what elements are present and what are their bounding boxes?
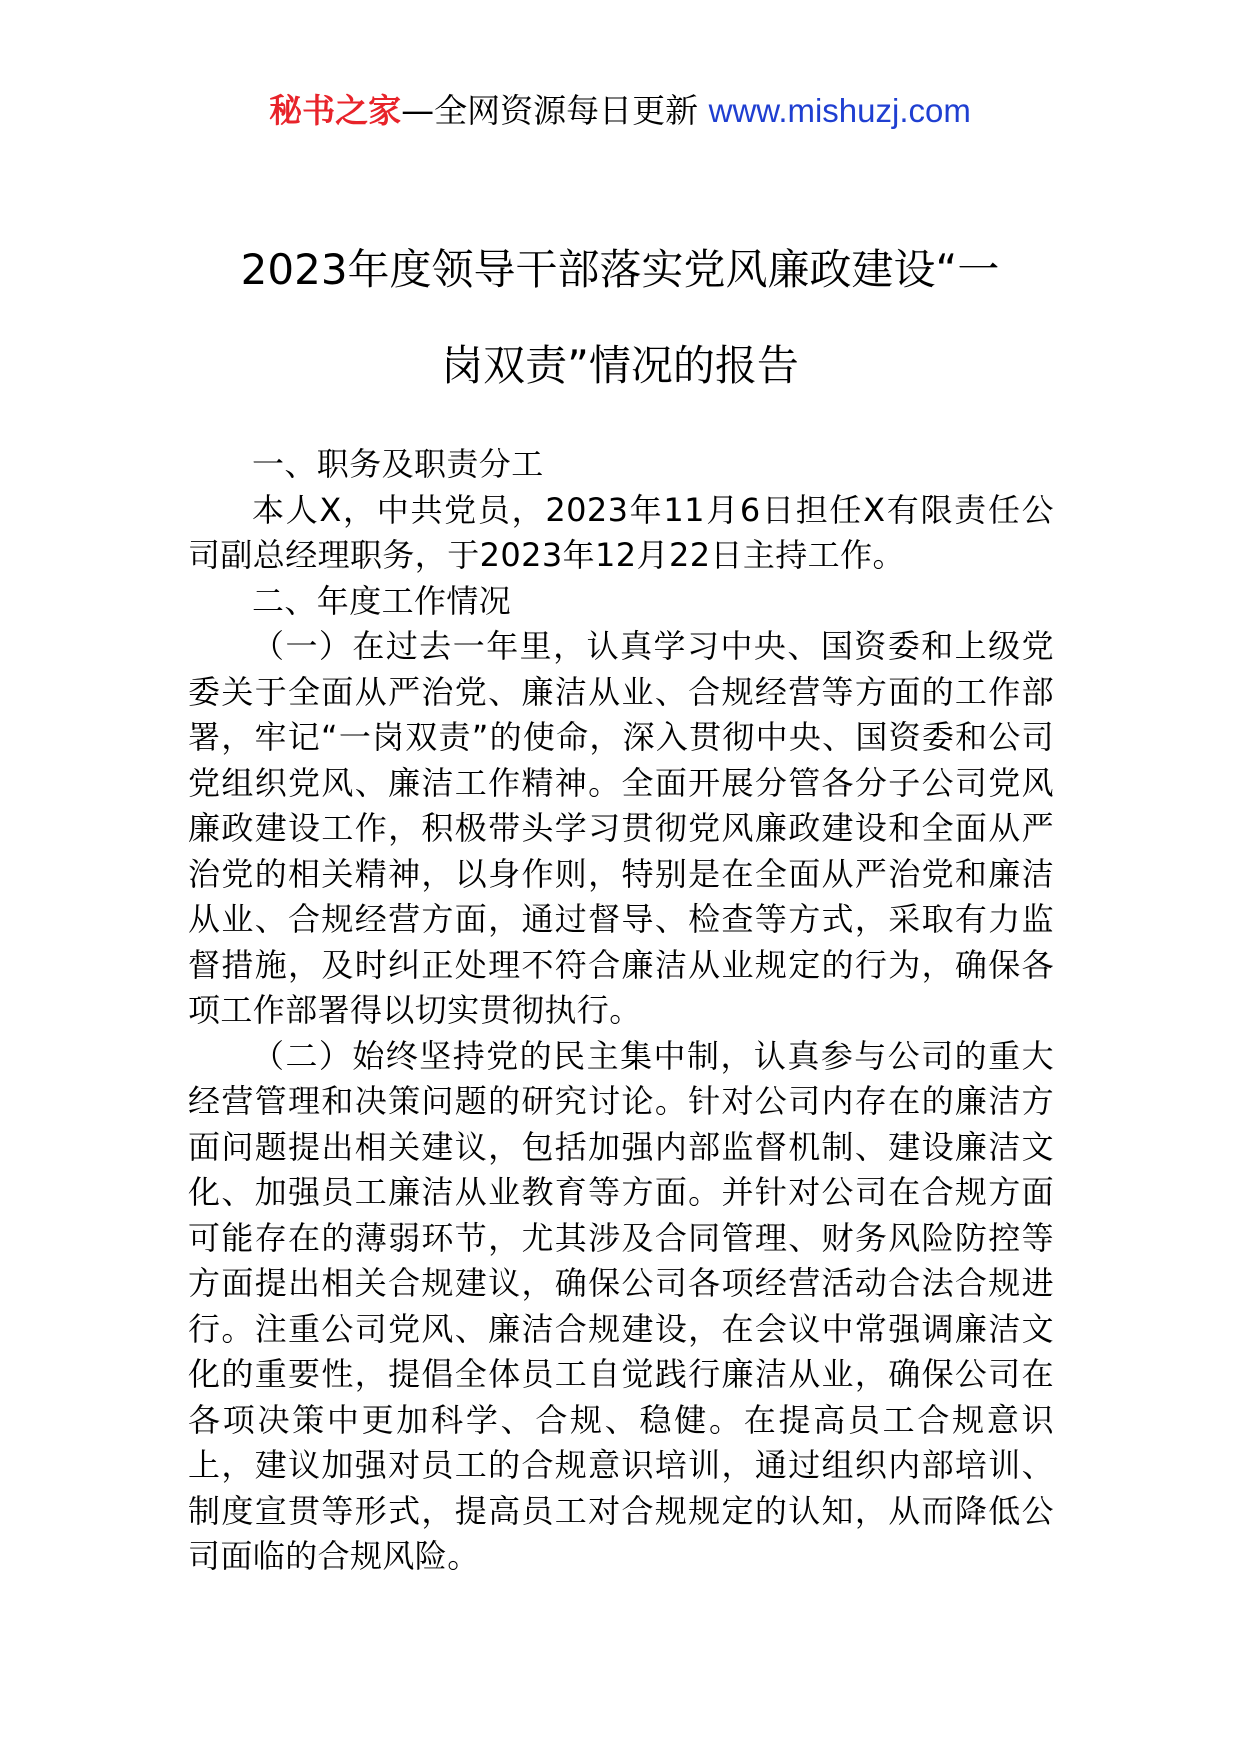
site-header — [0, 88, 1240, 134]
paragraph-work-1: （一）在过去一年里，认真学习中央、国资委和上级党委关于全面从严治党、廉洁从业、合规经营等方面的工作部署，牢记“一岗双责”的使命，深入贯彻中央、国资委和公司党组织党风、廉洁工作精神。全面开展分管各分子公司党风廉政建设工作，积极带头学习贯彻党风廉政建设和全面从严治党的相关精神，以身作则，特别是在全面从严治党和廉洁从业、合规经营方面，通过督导、检查等方式，采取有力监督措施，及时纠正处理不符合廉洁从业规定的行为，确保各项工作部署得以切实贯彻执行。 — [188, 627, 1054, 1029]
document-body — [188, 442, 1054, 1580]
section-heading-duties: 一、职务及职责分工 — [252, 445, 544, 483]
title-line-2: 岗双责”情况的报告 — [441, 341, 799, 390]
site-url-link[interactable]: www.mishuzj.com — [708, 92, 971, 129]
paragraph-work-2: （二）始终坚持党的民主集中制，认真参与公司的重大经营管理和决策问题的研究讨论。针对公司内存在的廉洁方面问题提出相关建议，包括加强内部监督机制、建设廉洁文化、加强员工廉洁从业教育等方面。并针对公司在合规方面可能存在的薄弱环节，尤其涉及合同管理、财务风险防控等方面提出相关合规建议，确保公司各项经营活动合法合规进行。注重公司党风、廉洁合规建设，在会议中常强调廉洁文化的重要性，提倡全体员工自觉践行廉洁从业，确保公司在各项决策中更加科学、合规、稳健。在提高员工合规意识上，建议加强对员工的合规意识培训，通过组织内部培训、制度宣贯等形式，提高员工对合规规定的认知，从而降低公司面临的合规风险。 — [188, 1036, 1054, 1575]
paragraph-duties: 本人X，中共党员，2023年11月6日担任X有限责任公司副总经理职务，于2023年12月22日主持工作。 — [188, 490, 1054, 574]
brand-name: 秘书之家 — [269, 91, 402, 130]
document-title — [150, 222, 1090, 414]
header-tagline: —全网资源每日更新 — [401, 91, 699, 130]
section-heading-annual-work: 二、年度工作情况 — [252, 581, 512, 620]
title-line-1: 2023年度领导干部落实党风廉政建设“一 — [240, 245, 1000, 294]
